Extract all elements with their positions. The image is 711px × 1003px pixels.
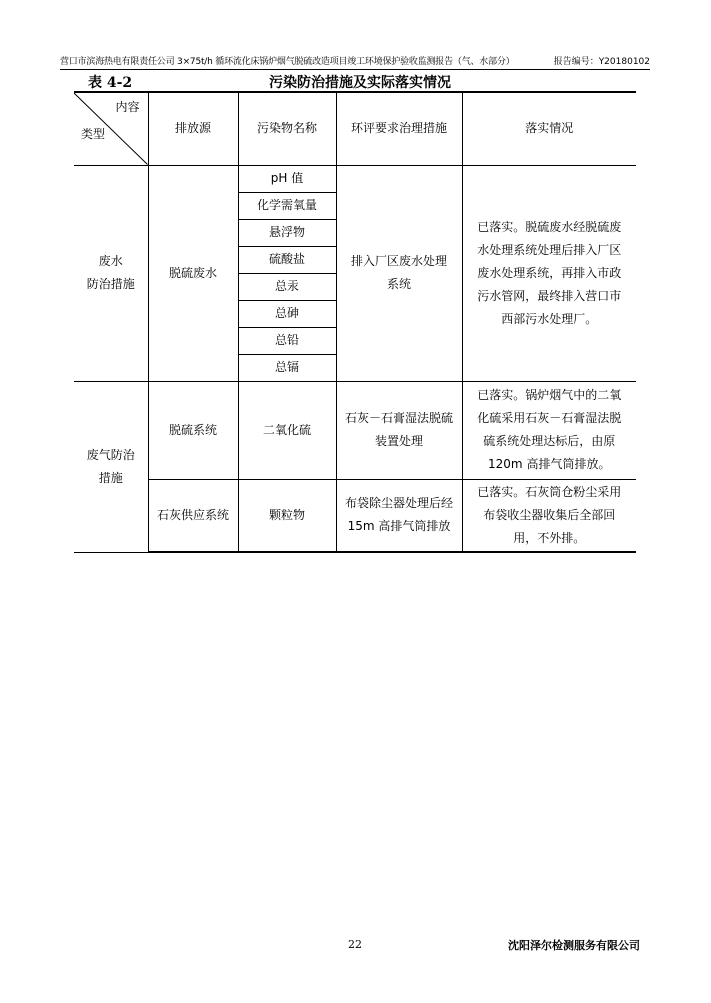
table-row <box>74 165 636 192</box>
status-line: 水处理系统处理后排入厂区 <box>477 242 622 257</box>
status-line: 120m 高排气筒排放。 <box>488 457 611 471</box>
pollution-measures-table <box>74 91 636 553</box>
source-lime-supply-system: 石灰供应系统 <box>148 479 238 552</box>
header-content-label: 内容 <box>115 100 140 114</box>
requirement-line: 系统 <box>386 277 411 291</box>
type-wastewater-line2: 防治措施 <box>86 277 135 291</box>
pollutant-cell: 化学需氧量 <box>238 192 336 219</box>
table-row <box>74 479 636 552</box>
status-lime-supply <box>462 479 636 552</box>
status-line: 已落实。石灰筒仓粉尘采用 <box>477 484 622 499</box>
status-line: 污水管网，最终排入营口市 <box>477 288 622 303</box>
header-type-label: 类型 <box>81 126 106 141</box>
pollutant-cell: pH 值 <box>238 165 336 192</box>
footer-company: 沈阳泽尔检测服务有限公司 <box>508 939 640 952</box>
type-wastewater <box>74 165 148 381</box>
diagonal-header-cell <box>74 92 148 165</box>
status-line: 硫系统处理达标后，由原 <box>483 434 616 448</box>
requirement-line: 布袋除尘器处理后经 <box>344 496 453 511</box>
status-wastewater <box>462 165 636 381</box>
requirement-wastewater <box>336 165 462 381</box>
pollutant-cell: 总镉 <box>238 354 336 381</box>
status-line: 用，不外排。 <box>513 530 586 545</box>
page-number: 22 <box>348 938 362 951</box>
pollutant-sulfur-dioxide: 二氧化硫 <box>238 381 336 479</box>
pollutant-cell: 悬浮物 <box>238 219 336 246</box>
pollutant-cell: 硫酸盐 <box>238 246 336 273</box>
requirement-bag-filter <box>336 479 462 552</box>
pollutant-particulate-matter: 颗粒物 <box>238 479 336 552</box>
status-line: 废水处理系统，再排入市政 <box>477 265 622 280</box>
source-desulfurization-system: 脱硫系统 <box>148 381 238 479</box>
table-row <box>74 381 636 479</box>
requirement-desulfurization <box>336 381 462 479</box>
table-header-row <box>74 92 636 165</box>
header-report-number: 报告编号：Y20180102 <box>553 57 650 67</box>
requirement-line: 排入厂区废水处理 <box>350 254 447 268</box>
source-desulfurization-wastewater: 脱硫废水 <box>148 165 238 381</box>
requirement-line: 装置处理 <box>374 434 423 448</box>
header-requirement: 环评要求治理措施 <box>336 92 462 165</box>
pollutant-cell: 总砷 <box>238 300 336 327</box>
header-source: 排放源 <box>148 92 238 165</box>
type-waste-gas <box>74 381 148 552</box>
requirement-line: 15m 高排气筒排放 <box>347 519 451 534</box>
pollutant-cell: 总汞 <box>238 273 336 300</box>
status-desulfurization <box>462 381 636 479</box>
type-waste-gas-line2: 措施 <box>98 470 123 485</box>
status-line: 化硫采用石灰－石膏湿法脱 <box>477 411 622 425</box>
header-report-title: 营口市滨海热电有限责任公司 3×75t/h 循环流化床锅炉烟气脱硫改造项目竣工环境保护验收监测报告（气、水部分） <box>60 57 515 67</box>
type-waste-gas-line1: 废气防治 <box>86 447 135 462</box>
status-line: 已落实。脱硫废水经脱硫废 <box>477 219 622 234</box>
status-line: 西部污水处理厂。 <box>501 311 598 326</box>
table-label: 表 4-2 <box>88 75 133 91</box>
header-status: 落实情况 <box>462 92 636 165</box>
header-pollutant: 污染物名称 <box>238 92 336 165</box>
requirement-line: 石灰－石膏湿法脱硫 <box>344 411 453 425</box>
type-wastewater-line1: 废水 <box>98 254 123 268</box>
header-divider <box>60 69 650 70</box>
status-line: 布袋收尘器收集后全部回 <box>483 507 616 522</box>
status-line: 已落实。锅炉烟气中的二氧 <box>477 388 622 402</box>
pollutant-cell: 总铅 <box>238 327 336 354</box>
page-header <box>60 55 650 69</box>
table-title: 污染防治措施及实际落实情况 <box>269 75 451 91</box>
